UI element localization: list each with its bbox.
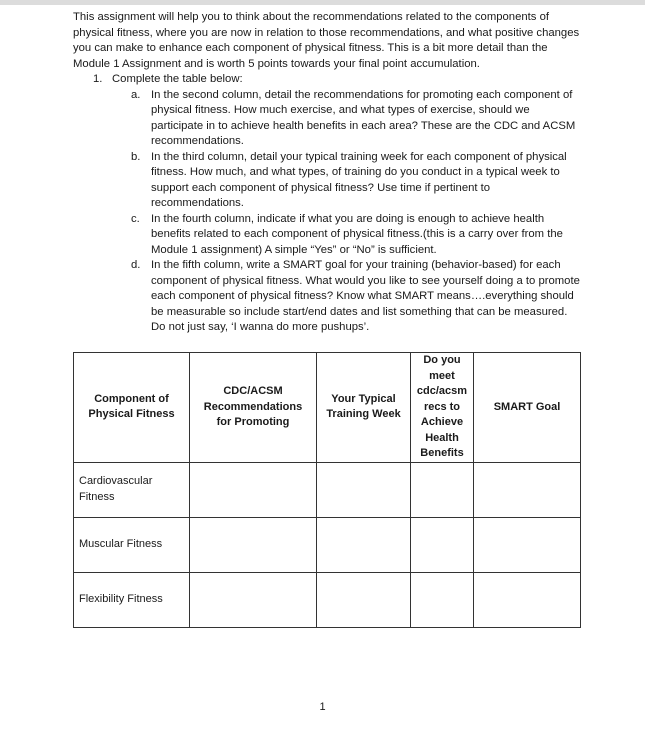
sub-item-text: In the second column, detail the recommendations for promoting each component of physical fitness. How much exercise, and what types of exercise, should we participate in to achieve health benefits in each area? These are the CDC and ACSM recommendations.	[151, 88, 576, 147]
table-cell[interactable]	[411, 462, 474, 517]
item-heading: Complete the table below:	[112, 73, 243, 85]
header-smart-goal: SMART Goal	[474, 353, 581, 463]
table-cell[interactable]	[474, 517, 581, 572]
instruction-item-1	[73, 72, 583, 336]
instruction-list	[73, 72, 583, 336]
table-cell[interactable]	[317, 517, 411, 572]
document-page	[73, 10, 583, 336]
table-cell[interactable]	[411, 572, 474, 627]
table-cell[interactable]	[411, 517, 474, 572]
table-cell[interactable]	[190, 462, 317, 517]
table-row	[74, 462, 581, 517]
table-cell[interactable]	[317, 572, 411, 627]
sub-item-c	[112, 212, 583, 259]
header-recommendations: CDC/ACSM Recommendations for Promoting	[190, 353, 317, 463]
table-cell[interactable]	[317, 462, 411, 517]
table-cell[interactable]	[190, 517, 317, 572]
table-header-row	[74, 353, 581, 463]
row-label-flexibility: Flexibility Fitness	[74, 572, 190, 627]
sub-instruction-list	[112, 88, 583, 336]
sub-item-letter: d.	[131, 259, 141, 271]
top-border	[0, 0, 645, 5]
item-number: 1.	[93, 73, 103, 85]
header-meet-recs: Do you meet cdc/acsm recs to Achieve Health Benefits	[411, 353, 474, 463]
table-cell[interactable]	[474, 462, 581, 517]
header-training-week: Your Typical Training Week	[317, 353, 411, 463]
sub-item-letter: b.	[131, 150, 141, 163]
fitness-table	[73, 352, 581, 628]
row-label-muscular: Muscular Fitness	[74, 517, 190, 572]
sub-item-text: In the third column, detail your typical training week for each component of physical fitness. How much, and what types, of training do you conduct in a typical week to support each component of physical fitness? Use time if pertinent to recommendations.	[151, 150, 567, 209]
row-label-cardiovascular: Cardiovascular Fitness	[74, 462, 190, 517]
intro-paragraph: This assignment will help you to think about the recommendations related to the components of physical fitness, where you are now in relation to those recommendations, and what positive changes you can make to enhance each component of physical fitness. This is a bit more detail than the Module 1 Assignment and is worth 5 points towards your final point accumulation.	[73, 11, 580, 70]
table-row	[74, 517, 581, 572]
sub-item-text: In the fourth column, indicate if what you are doing is enough to achieve health benefits related to each component of physical fitness.(this is a carry over from the Module 1 assignment) A simple “Yes” or “No” is sufficient.	[151, 212, 563, 256]
sub-item-d	[112, 258, 583, 336]
sub-item-a	[112, 88, 583, 150]
table-cell[interactable]	[474, 572, 581, 627]
table-cell[interactable]	[190, 572, 317, 627]
sub-item-letter: c.	[131, 212, 140, 225]
sub-item-letter: a.	[131, 88, 141, 101]
sub-item-b	[112, 150, 583, 212]
table-row	[74, 572, 581, 627]
page-number: 1	[319, 701, 326, 713]
sub-item-text: In the fifth column, write a SMART goal for your training (behavior-based) for each component of physical fitness. What would you like to see yourself doing a to promote each component of physical fitness? Know what SMART means….everything should be measurable so include start/end dates and list something that can be measured. Do not just say, ‘I wanna do more pushups’.	[151, 259, 580, 333]
header-component: Component of Physical Fitness	[74, 353, 190, 463]
